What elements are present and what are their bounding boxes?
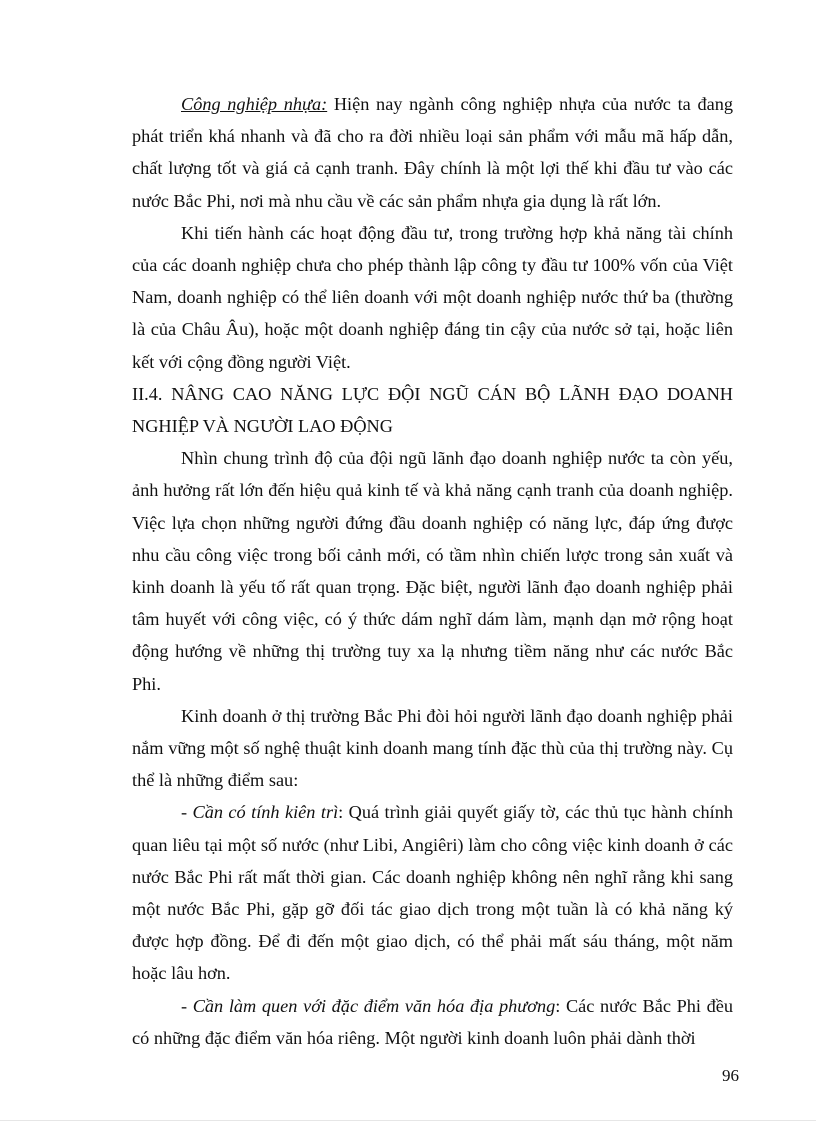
paragraph-text: Kinh doanh ở thị trường Bắc Phi đòi hỏi người lãnh đạo doanh nghiệp phải nắm vững một số nghệ thuật kinh doanh mang tính đặc thù của thị trường này. Cụ thể là những điểm sau: bbox=[132, 705, 733, 791]
paragraph-text: Hiện nay ngành công nghiệp nhựa của nước ta đang phát triển khá nhanh và đã cho ra đời nhiều loại sản phẩm với mẫu mã hấp dẫn, chất lượng tốt và giá cả cạnh tranh. Đây chính là một lợi thế khi đầu tư vào các nước Bắc Phi, nơi mà nhu cầu về các sản phẩm nhựa gia dụng là rất lớn. bbox=[132, 94, 733, 211]
paragraph-business-art bbox=[132, 700, 733, 797]
paragraph-persistence bbox=[132, 796, 733, 989]
paragraph-lead: Công nghiệp nhựa: bbox=[181, 94, 328, 114]
paragraph-text: Khi tiến hành các hoạt động đầu tư, trong trường hợp khả năng tài chính của các doanh nghiệp chưa cho phép thành lập công ty đầu tư 100% vốn của Việt Nam, doanh nghiệp có thể liên doanh với một doanh nghiệp nước thứ ba (thường là của Châu Âu), hoặc một doanh nghiệp đáng tin cậy của nước sở tại, hoặc liên kết với cộng đồng người Việt. bbox=[132, 222, 733, 372]
paragraph-investment-forms bbox=[132, 217, 733, 378]
paragraph-leadership-capacity bbox=[132, 442, 733, 700]
footer-divider bbox=[0, 1120, 816, 1121]
paragraph-plastics-industry bbox=[132, 88, 733, 217]
paragraph-lead: - Cần làm quen với đặc điểm văn hóa địa phương bbox=[181, 995, 556, 1016]
document-page bbox=[132, 88, 733, 1054]
paragraph-text: Nhìn chung trình độ của đội ngũ lãnh đạo doanh nghiệp nước ta còn yếu, ảnh hưởng rất lớn đến hiệu quả kinh tế và khả năng cạnh tranh của doanh nghiệp. Việc lựa chọn những người đứng đầu doanh nghiệp có năng lực, đáp ứng được nhu cầu công việc trong bối cảnh mới, có tầm nhìn chiến lược trong sản xuất và kinh doanh là yếu tố rất quan trọng. Đặc biệt, người lãnh đạo doanh nghiệp phải tâm huyết với công việc, có ý thức dám nghĩ dám làm, mạnh dạn mở rộng hoạt động hướng về những thị trường tuy xa lạ nhưng tiềm năng như các nước Bắc Phi. bbox=[132, 448, 733, 694]
paragraph-text: : Quá trình giải quyết giấy tờ, các thủ tục hành chính quan liêu tại một số nước (như Libi, Angiêri) làm cho công việc kinh doanh ở các nước Bắc Phi rất mất thời gian. Các doanh nghiệp không nên nghĩ rằng khi sang một nước Bắc Phi, gặp gỡ đối tác giao dịch trong một tuần là có khả năng ký được hợp đồng. Để đi đến một giao dịch, có thể phải mất sáu tháng, một năm hoặc lâu hơn. bbox=[132, 802, 733, 984]
page-number: 96 bbox=[722, 1066, 739, 1085]
paragraph-text: : Các nước Bắc Phi đều có những đặc điểm văn hóa riêng. Một người kinh doanh luôn phải dành thời bbox=[132, 995, 733, 1048]
paragraph-local-culture bbox=[132, 990, 733, 1054]
section-heading: II.4. NÂNG CAO NĂNG LỰC ĐỘI NGŨ CÁN BỘ LÃNH ĐẠO DOANH NGHIỆP VÀ NGƯỜI LAO ĐỘNG bbox=[132, 383, 733, 437]
paragraph-lead: - Cần có tính kiên trì bbox=[181, 802, 339, 823]
